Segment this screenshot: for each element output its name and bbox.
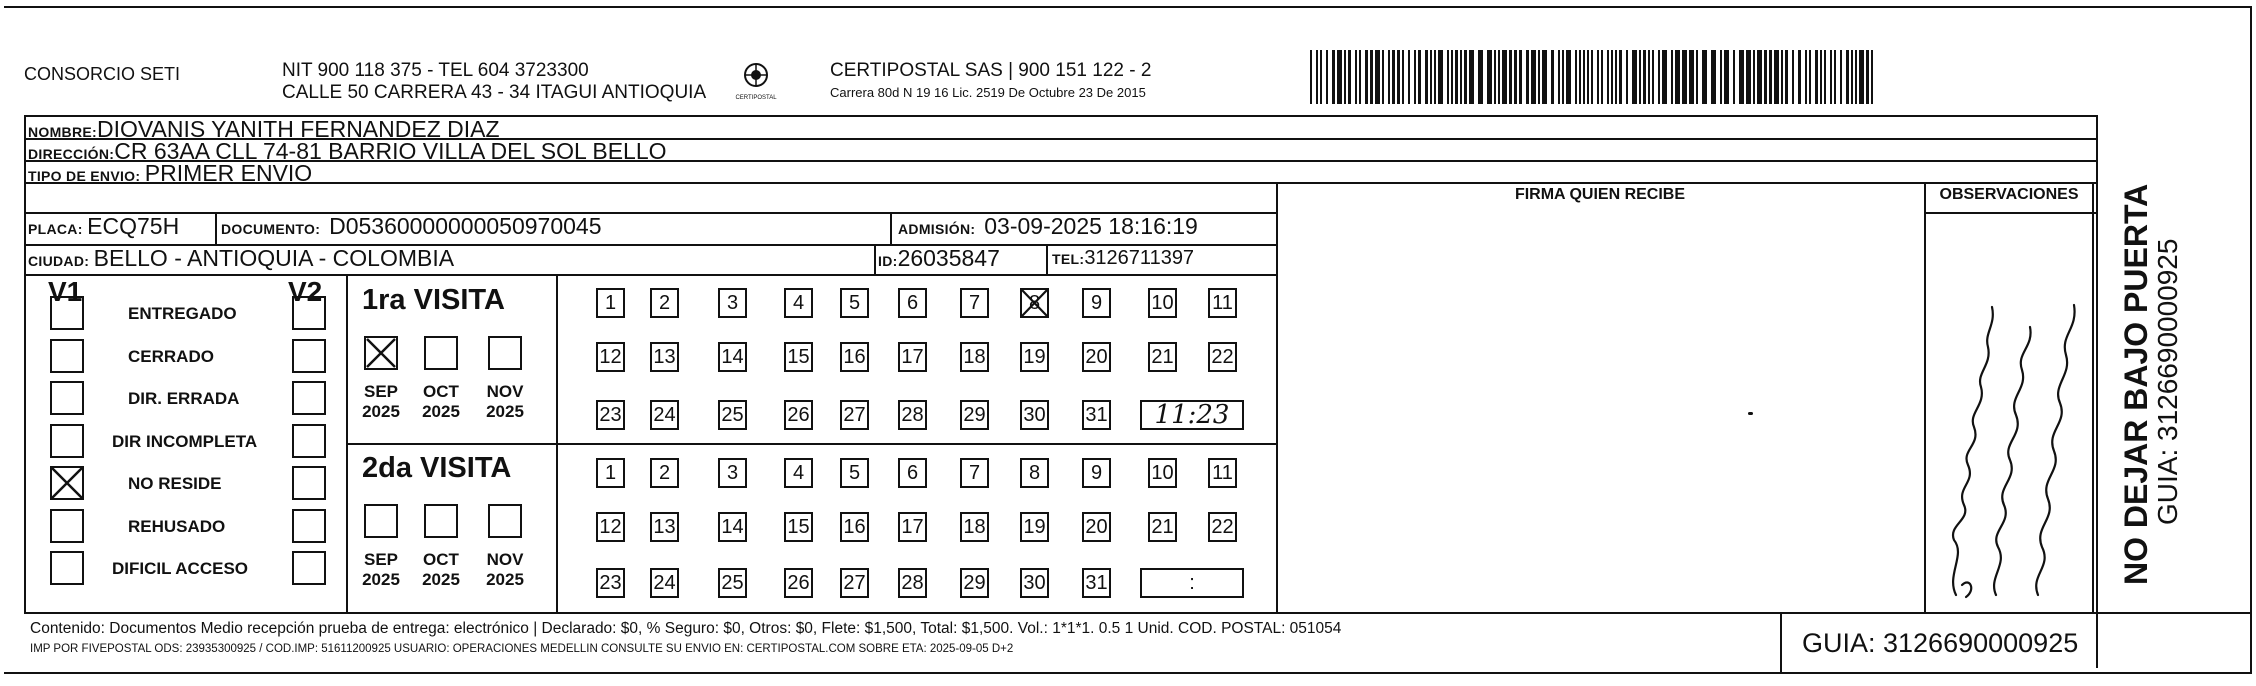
- reason-label: REHUSADO: [128, 517, 226, 536]
- footer-contents: Contenido: Documentos Medio recepción prueba de entrega: electrónico | Declarado: $0, % Seguro: $0, Otros: $0, Flete: $1,500, Total: $1,500. Vol.: 1*1*1. 0.5 1 Unid. COD. POSTAL: 051054: [30, 620, 1342, 637]
- company-name: CONSORCIO SETI: [24, 64, 181, 84]
- footer-guia: GUIA: 3126690000925: [1802, 628, 2079, 658]
- time-field[interactable]: :: [1140, 568, 1244, 598]
- month-label: [417, 550, 465, 590]
- v1-checkbox[interactable]: [50, 466, 84, 500]
- admision-value: 03-09-2025 18:16:19: [984, 213, 1198, 239]
- footer-imp-line: IMP POR FIVEPOSTAL ODS: 23935300925 / COD.IMP: 51611200925 USUARIO: OPERACIONES MEDELLIN CONSULTE SU ENVIO EN: CERTIPOSTAL.COM SOBRE ETA: 2025-09-05 D+2: [30, 643, 1014, 655]
- day-box[interactable]: 13: [650, 342, 679, 372]
- day-box[interactable]: 22: [1208, 342, 1237, 372]
- day-box[interactable]: 1: [596, 458, 625, 488]
- month-name: SEP: [363, 382, 399, 401]
- table-right: [2096, 115, 2098, 668]
- month-label: [481, 550, 529, 590]
- obs-right-line: [2092, 182, 2094, 612]
- day-box[interactable]: 30: [1020, 400, 1049, 430]
- id-divider: [874, 244, 876, 274]
- day-box[interactable]: 4: [784, 458, 813, 488]
- day-box[interactable]: 11: [1208, 288, 1237, 318]
- day-box[interactable]: 2: [650, 288, 679, 318]
- day-box[interactable]: 20: [1082, 342, 1111, 372]
- v2-checkbox[interactable]: [292, 339, 326, 373]
- month-name: NOV: [486, 382, 524, 401]
- day-box[interactable]: 30: [1020, 568, 1049, 598]
- nombre-row: NOMBRE:DIOVANIS YANITH FERNANDEZ DIAZ: [28, 116, 500, 142]
- day-box[interactable]: 11: [1208, 458, 1237, 488]
- tel-value: 3126711397: [1084, 247, 1195, 269]
- admision-divider: [890, 212, 892, 244]
- ciudad-row: CIUDAD: BELLO - ANTIOQUIA - COLOMBIA: [28, 245, 455, 271]
- admision-row: ADMISIÓN: 03-09-2025 18:16:19: [898, 213, 1198, 239]
- month-name: OCT: [423, 382, 459, 401]
- reason-label: DIR INCOMPLETA: [112, 432, 258, 451]
- v1-label: V1: [48, 276, 83, 307]
- v2-checkbox[interactable]: [292, 424, 326, 458]
- day-box[interactable]: 16: [840, 342, 869, 372]
- tipo-value: PRIMER ENVIO: [144, 160, 313, 186]
- barcode: [1310, 50, 1880, 104]
- direccion-row: DIRECCIÓN:CR 63AA CLL 74-81 BARRIO VILLA DEL SOL BELLO: [28, 138, 667, 164]
- reason-label: NO RESIDE: [128, 474, 222, 493]
- month-label: [357, 550, 405, 590]
- day-box[interactable]: 16: [840, 512, 869, 542]
- day-box[interactable]: 22: [1208, 512, 1237, 542]
- placa-divider: [215, 212, 217, 244]
- firma-header: FIRMA QUIEN RECIBE: [1514, 186, 1686, 203]
- v2-checkbox[interactable]: [292, 381, 326, 415]
- day-box[interactable]: 21: [1148, 342, 1177, 372]
- day-box[interactable]: 29: [960, 568, 989, 598]
- month-name: SEP: [363, 550, 399, 569]
- day-box[interactable]: 29: [960, 400, 989, 430]
- day-box[interactable]: 17: [898, 512, 927, 542]
- day-box[interactable]: 19: [1020, 342, 1049, 372]
- v1-checkbox[interactable]: [50, 509, 84, 543]
- day-box[interactable]: 1: [596, 288, 625, 318]
- day-box[interactable]: 28: [898, 568, 927, 598]
- address-line: CALLE 50 CARRERA 43 - 34 ITAGUI ANTIOQUIA: [282, 82, 707, 103]
- day-box[interactable]: 13: [650, 512, 679, 542]
- day-box[interactable]: 17: [898, 342, 927, 372]
- month-name: OCT: [423, 550, 459, 569]
- day-box[interactable]: 5: [840, 458, 869, 488]
- id-value: 26035847: [897, 245, 1000, 271]
- documento-value: D05360000000050970045: [329, 213, 602, 239]
- day-box[interactable]: 8: [1020, 288, 1049, 318]
- placa-row: PLACA: ECQ75H: [28, 213, 180, 239]
- month-checkbox[interactable]: [488, 336, 522, 370]
- day-box[interactable]: 3: [718, 288, 747, 318]
- day-box[interactable]: 9: [1082, 288, 1111, 318]
- certipostal-logo: CERTIPOSTAL: [730, 62, 782, 106]
- visit-separator: [346, 443, 1276, 445]
- no-dejar-warning: NO DEJAR BAJO PUERTA: [2118, 183, 2154, 585]
- day-box[interactable]: 21: [1148, 512, 1177, 542]
- reason-label: DIR. ERRADA: [128, 389, 240, 408]
- month-year: 2025: [486, 402, 524, 421]
- month-checkbox[interactable]: [364, 336, 398, 370]
- month-label: [481, 382, 529, 422]
- day-box[interactable]: 15: [784, 512, 813, 542]
- day-box[interactable]: 12: [596, 512, 625, 542]
- month-year: 2025: [422, 402, 460, 421]
- day-box[interactable]: 7: [960, 458, 989, 488]
- license-line: Carrera 80d N 19 16 Lic. 2519 De Octubre 23 De 2015: [830, 85, 1146, 100]
- day-box[interactable]: 7: [960, 288, 989, 318]
- month-checkbox[interactable]: [364, 504, 398, 538]
- footer-top-line: [24, 612, 2252, 614]
- day-box[interactable]: 26: [784, 400, 813, 430]
- day-box[interactable]: 18: [960, 512, 989, 542]
- v1-checkbox[interactable]: [50, 339, 84, 373]
- day-box[interactable]: 18: [960, 342, 989, 372]
- footer-guia-divider: [1780, 612, 1782, 672]
- day-box[interactable]: 15: [784, 342, 813, 372]
- day-box[interactable]: 14: [718, 512, 747, 542]
- day-box[interactable]: 6: [898, 458, 927, 488]
- month-label: [357, 382, 405, 422]
- v2-label: V2: [288, 276, 323, 307]
- day-box[interactable]: 10: [1148, 288, 1177, 318]
- day-box[interactable]: 12: [596, 342, 625, 372]
- day-box[interactable]: 3: [718, 458, 747, 488]
- day-box[interactable]: 24: [650, 400, 679, 430]
- v2-checkbox[interactable]: [292, 551, 326, 585]
- row-line-6: [24, 274, 1276, 276]
- v2-checkbox[interactable]: [292, 509, 326, 543]
- day-box[interactable]: 2: [650, 458, 679, 488]
- placa-value: ECQ75H: [87, 213, 180, 239]
- v1-checkbox[interactable]: [50, 551, 84, 585]
- v1-checkbox[interactable]: [50, 381, 84, 415]
- tel-row: TEL:3126711397: [1052, 247, 1195, 269]
- outer-border-right: [2250, 6, 2252, 674]
- v1-checkbox[interactable]: [50, 296, 84, 330]
- day-box[interactable]: 6: [898, 288, 927, 318]
- month-year: 2025: [362, 402, 400, 421]
- day-box[interactable]: 10: [1148, 458, 1177, 488]
- v2-checkbox[interactable]: [292, 466, 326, 500]
- ciudad-value: BELLO - ANTIOQUIA - COLOMBIA: [93, 245, 455, 271]
- side-guia: GUIA: 3126690000925: [2152, 238, 2183, 525]
- month-label: [417, 382, 465, 422]
- obs-header: OBSERVACIONES: [1939, 186, 2079, 203]
- nit-line: NIT 900 118 375 - TEL 604 3723300: [282, 60, 589, 81]
- day-box[interactable]: 4: [784, 288, 813, 318]
- documento-row: DOCUMENTO: D05360000000050970045: [221, 213, 602, 239]
- first-visit-title: 1ra VISITA: [362, 284, 505, 316]
- day-box[interactable]: 31: [1082, 400, 1111, 430]
- day-box[interactable]: 25: [718, 400, 747, 430]
- direccion-value: CR 63AA CLL 74-81 BARRIO VILLA DEL SOL BELLO: [114, 138, 667, 164]
- day-box[interactable]: 9: [1082, 458, 1111, 488]
- tipo-row: TIPO DE ENVIO: PRIMER ENVIO: [28, 160, 313, 186]
- reason-label: CERRADO: [128, 347, 214, 366]
- day-box[interactable]: 28: [898, 400, 927, 430]
- day-box[interactable]: 27: [840, 400, 869, 430]
- obs-header-line: [1924, 212, 2096, 214]
- day-box[interactable]: 24: [650, 568, 679, 598]
- v2-checkbox[interactable]: [292, 296, 326, 330]
- id-row: ID:26035847: [878, 245, 1000, 271]
- reason-label: ENTREGADO: [128, 304, 237, 323]
- day-box[interactable]: 8: [1020, 458, 1049, 488]
- month-year: 2025: [422, 570, 460, 589]
- day-box[interactable]: 31: [1082, 568, 1111, 598]
- tel-divider: [1046, 244, 1048, 274]
- day-box[interactable]: 5: [840, 288, 869, 318]
- day-box[interactable]: 23: [596, 568, 625, 598]
- row-line-3: [24, 182, 2096, 184]
- day-box[interactable]: 23: [596, 400, 625, 430]
- month-checkbox[interactable]: [424, 336, 458, 370]
- month-year: 2025: [486, 570, 524, 589]
- stray-mark: [1748, 412, 1753, 415]
- day-box[interactable]: 27: [840, 568, 869, 598]
- day-box[interactable]: 26: [784, 568, 813, 598]
- second-visit-title: 2da VISITA: [362, 452, 512, 484]
- v1-checkbox[interactable]: [50, 424, 84, 458]
- month-name: NOV: [486, 550, 524, 569]
- table-left: [24, 115, 26, 612]
- firma-left-line: [1276, 182, 1278, 612]
- day-box[interactable]: 19: [1020, 512, 1049, 542]
- outer-border-bottom: [4, 672, 2252, 674]
- day-box[interactable]: 20: [1082, 512, 1111, 542]
- month-checkbox[interactable]: [488, 504, 522, 538]
- nombre-value: DIOVANIS YANITH FERNANDEZ DIAZ: [96, 116, 500, 142]
- day-box[interactable]: 14: [718, 342, 747, 372]
- month-checkbox[interactable]: [424, 504, 458, 538]
- day-box[interactable]: 25: [718, 568, 747, 598]
- handwritten-observation: [1926, 255, 2092, 610]
- reason-label: DIFICIL ACCESO: [112, 559, 249, 578]
- month-year: 2025: [362, 570, 400, 589]
- certipostal-line: CERTIPOSTAL SAS | 900 151 122 - 2: [830, 60, 1152, 81]
- time-field[interactable]: 11:23: [1140, 400, 1244, 430]
- outer-border-top: [4, 6, 2252, 8]
